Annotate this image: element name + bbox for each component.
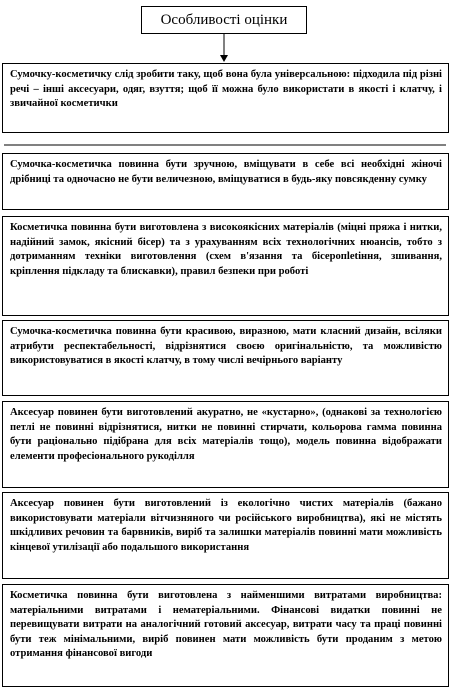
item-box-5 xyxy=(2,401,449,488)
item-text-1: Сумочку-косметичку слід зробити таку, щоб вона була універсальною: підходила під різні речі – інші аксесуари, одяг, взуття; щоб її можна було використати в якості і клатчу, і звичайної косметички xyxy=(10,69,442,109)
item-text-6: Аксесуар повинен бути виготовлений із екологічно чистих матеріалів (бажано використовувати матеріали вітчизняного чи російського виробництва), які не містять шкідливих речовин та барвників, виріб та залишки матеріалів повинні мати можливість кінцевої утилізації або подальшого використання xyxy=(10,498,442,553)
item-box-7 xyxy=(2,584,449,687)
item-box-3 xyxy=(2,216,449,316)
item-text-5: Аксесуар повинен бути виготовлений акуратно, не «кустарно», (однакові за технологією петлі не повинні відрізнятися, нитки не повинні стирчати, кольорова гамма повинна бути раціонально підібрана для всіх матеріалів тощо), модель повинна відображати елементи професіонального рукоділля xyxy=(10,407,442,462)
item-box-1 xyxy=(2,63,449,133)
diagram-title: Особливості оцінки xyxy=(141,6,307,34)
item-text-3: Косметичка повинна бути виготовлена з високоякісних матеріалів (міцні пряжа і нитки, надійний замок, якісний бісер) та з урахуванням всіх технологічних нюансів, тобто з дотриманням техніки виготовлення (схем в'язання та бісеропletіння, зшивання, кріплення підкладу та блискавки), правил безпеки при роботі xyxy=(10,222,442,277)
item-box-6 xyxy=(2,492,449,579)
item-box-2 xyxy=(2,153,449,210)
item-text-2: Сумочка-косметичка повинна бути зручною, вміщувати в себе всі необхідні жіночі дрібниці та одночасно не бути величезною, вміщуватися в будь-яку повсякденну сумку xyxy=(10,159,442,185)
item-box-4 xyxy=(2,320,449,396)
item-text-4: Сумочка-косметичка повинна бути красивою, виразною, мати класний дизайн, всіляки атрибути респектабельності, відрізнятися своєю оригінальністю, та можливістю використовуватися в якості клатчу, в тому числі вечірнього варіанту xyxy=(10,326,442,366)
item-text-7: Косметичка повинна бути виготовлена з найменшими витратами виробництва: матеріальними витратами і нематеріальними. Фінансові видатки повинні не перевищувати витрати на аналогічний готовий аксесуар, витрати часу та праці повинні бути теж мінімальними, виріб повинен мати можливість бути проданим з метою отримання фінансової вигоди xyxy=(10,590,442,659)
